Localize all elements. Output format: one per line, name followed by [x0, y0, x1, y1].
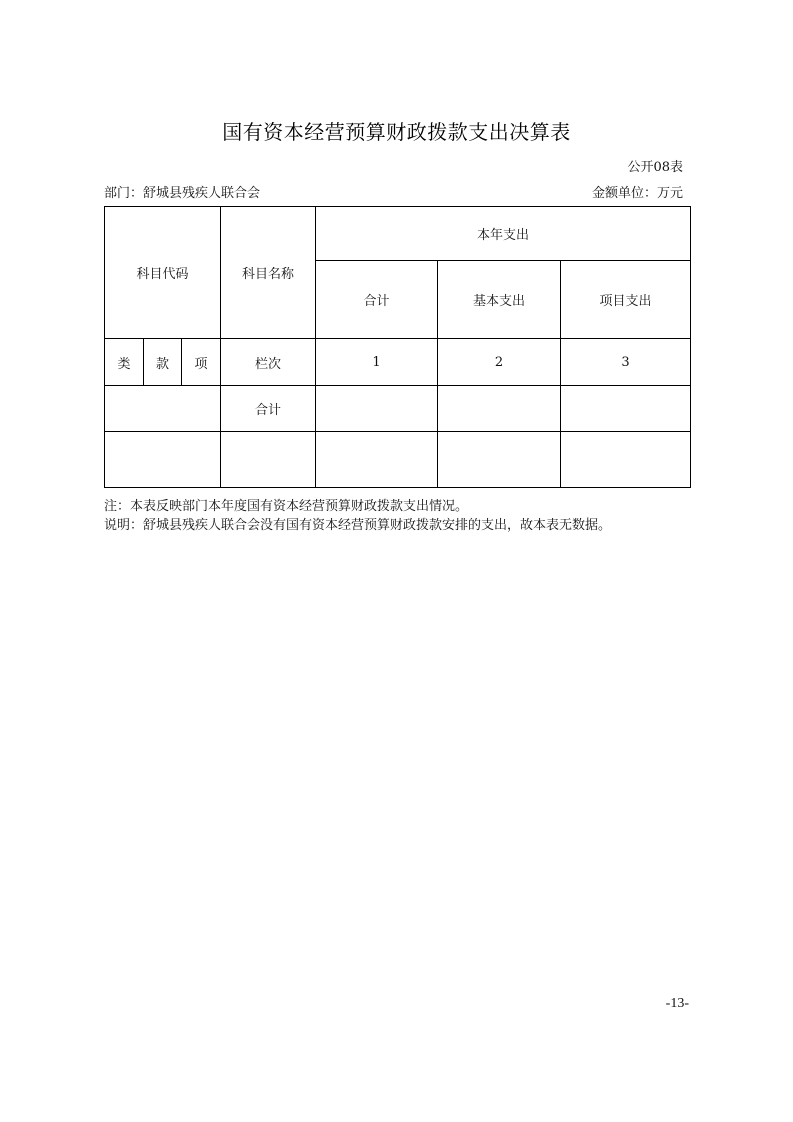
empty-project-cell: [561, 432, 691, 488]
header-subject-code: 科目代码: [105, 207, 221, 339]
total-row-label: 合计: [221, 386, 316, 432]
total-row-total-cell: [316, 386, 438, 432]
header-class: 类: [105, 339, 144, 386]
expense-table: [104, 206, 691, 488]
column-number-3: 3: [561, 339, 691, 386]
empty-data-row: [105, 432, 691, 488]
header-current-year-expense: 本年支出: [316, 207, 691, 261]
form-code: 公开08表: [627, 160, 683, 175]
header-section: 款: [144, 339, 182, 386]
column-number-2: 2: [438, 339, 561, 386]
header-item: 项: [182, 339, 221, 386]
total-row-basic-cell: [438, 386, 561, 432]
page-title: 国有资本经营预算财政拨款支出决算表: [222, 120, 571, 144]
total-row: [105, 386, 691, 432]
column-number-1: 1: [316, 339, 438, 386]
empty-code-cell: [105, 432, 221, 488]
empty-name-cell: [221, 432, 316, 488]
column-number-label: 栏次: [221, 339, 316, 386]
header-project-expense: 项目支出: [561, 261, 691, 339]
total-row-project-cell: [561, 386, 691, 432]
header-basic-expense: 基本支出: [438, 261, 561, 339]
table-explanation: 说明：舒城县残疾人联合会没有国有资本经营预算财政拨款安排的支出，故本表无数据。: [104, 518, 612, 533]
column-number-row: [105, 339, 691, 386]
amount-unit-label: 金额单位：万元: [591, 186, 683, 201]
header-row-1: [105, 207, 691, 261]
empty-basic-cell: [438, 432, 561, 488]
table-note: 注：本表反映部门本年度国有资本经营预算财政拨款支出情况。: [104, 499, 469, 514]
header-total: 合计: [316, 261, 438, 339]
page-number: -13-: [665, 996, 689, 1011]
empty-total-cell: [316, 432, 438, 488]
header-subject-name: 科目名称: [221, 207, 316, 339]
department-label: 部门：舒城县残疾人联合会: [104, 186, 261, 201]
total-row-code-cell: [105, 386, 221, 432]
